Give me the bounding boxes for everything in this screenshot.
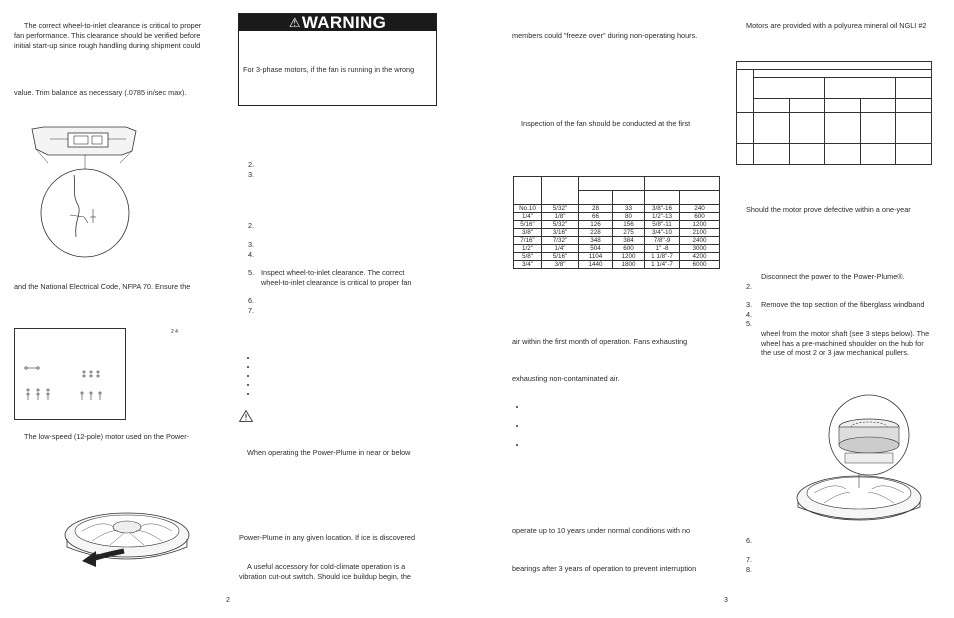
accessory-text: A useful accessory for cold-climate operation is a (247, 562, 406, 571)
table-cell: 1200 (613, 253, 645, 261)
warning-heading: WARNING (301, 13, 387, 32)
table-cell: 384 (613, 237, 645, 245)
wheel-removal-line-3: the use of most 2 or 3 jaw mechanical pullers. (761, 348, 910, 357)
table-cell: 348 (579, 237, 613, 245)
table-cell: 1/2"-13 (645, 213, 680, 221)
warranty-text: Should the motor prove defective within a one-year (746, 205, 911, 214)
caution-triangle-icon (239, 410, 253, 422)
step-8-right: 8. (746, 565, 753, 574)
table-cell: 5/16" (542, 253, 579, 261)
table-cell: 3/8" (542, 261, 579, 269)
table-cell: 1 1/4"-7 (645, 261, 680, 269)
bullet-icon (516, 425, 518, 427)
table-row (514, 237, 720, 245)
step-5-number: 5. (248, 268, 255, 277)
bearings-text: bearings after 3 years of operation to prevent interruption (512, 564, 697, 573)
trim-balance-text: value. Trim balance as necessary (.0785 in/sec max). (14, 88, 187, 97)
table-cell: 1" -8 (645, 245, 680, 253)
table-cell: 7/32" (542, 237, 579, 245)
table-cell: 66 (579, 213, 613, 221)
table-cell: 156 (613, 221, 645, 229)
bullet-icon (247, 393, 249, 395)
table-cell: 3/8" (514, 229, 542, 237)
wheel-removal-illustration (796, 393, 922, 527)
bolt-table-header (513, 176, 720, 205)
table-cell: 2100 (680, 229, 720, 237)
bullet-icon (516, 406, 518, 408)
clearance-line-1: The correct wheel-to-inlet clearance is critical to proper (24, 21, 202, 30)
table-cell: 33 (613, 205, 645, 213)
table-cell: 5/16" (514, 221, 542, 229)
warning-header (239, 14, 436, 31)
table-cell: 1440 (579, 261, 613, 269)
warning-triangle-icon: ⚠ (288, 15, 301, 30)
table-cell: 1800 (613, 261, 645, 269)
table-cell: 5/8"-11 (645, 221, 680, 229)
table-cell: 600 (613, 245, 645, 253)
remove-windband-step: Remove the top section of the fiberglass windband (761, 300, 925, 309)
warning-text: For 3-phase motors, if the fan is running in the wrong (243, 65, 415, 74)
table-cell: 1/4" (542, 245, 579, 253)
table-row (514, 205, 720, 213)
table-cell: 3/4"-10 (645, 229, 680, 237)
table-cell: 1/8" (542, 213, 579, 221)
table-row (514, 245, 720, 253)
motor-data-table (736, 61, 932, 165)
table-row (514, 229, 720, 237)
wiring-diagram (22, 362, 112, 402)
step-6: 6. (248, 296, 255, 305)
first-month-text: air within the first month of operation. Fans exhausting (512, 337, 688, 346)
grease-text: Motors are provided with a polyurea mineral oil NGLI #2 (746, 21, 927, 30)
page-number-left: 2 (226, 597, 230, 604)
table-cell: 1 1/8"-7 (645, 253, 680, 261)
bullet-icon (247, 357, 249, 359)
table-cell: 4200 (680, 253, 720, 261)
page-number-right: 3 (724, 597, 728, 604)
wheel-removal-line-1: wheel from the motor shaft (see 3 steps below). The (761, 329, 930, 338)
step-4-right: 4. (746, 310, 753, 319)
table-cell: 28 (579, 205, 613, 213)
step-4b: 4. (248, 250, 255, 259)
table-cell: 1104 (579, 253, 613, 261)
ten-years-text: operate up to 10 years under normal conditions with no (512, 526, 691, 535)
disconnect-power-step: Disconnect the power to the Power-Plume®. (761, 272, 905, 281)
inspection-text: Inspection of the fan should be conducted at the first (521, 119, 691, 128)
table-cell: 7/16" (514, 237, 542, 245)
table-cell: 1200 (680, 221, 720, 229)
bullet-icon (247, 384, 249, 386)
bullet-icon (516, 444, 518, 446)
clearance-illustration (30, 125, 140, 260)
table-cell: 504 (579, 245, 613, 253)
table-cell: 2400 (680, 237, 720, 245)
table-cell: 3/8"-16 (645, 205, 680, 213)
step-5-right: 5. (746, 319, 753, 328)
table-row (514, 261, 720, 269)
table-cell: 6000 (680, 261, 720, 269)
table-cell: 1/4" (514, 213, 542, 221)
table-cell: 3000 (680, 245, 720, 253)
table-cell: 3/16" (542, 229, 579, 237)
step-3-right: 3. (746, 300, 753, 309)
cold-weather-text: When operating the Power-Plume in near or below (247, 448, 411, 457)
step-6-right: 6. (746, 536, 753, 545)
step-5-line-2: wheel-to-inlet clearance is critical to proper fan (261, 278, 412, 287)
bullet-icon (247, 366, 249, 368)
fan-rotation-illustration (62, 505, 192, 571)
nec-text: and the National Electrical Code, NFPA 70. Ensure the (14, 282, 191, 291)
table-cell: 80 (613, 213, 645, 221)
step-2-right: 2. (746, 282, 753, 291)
table-row (514, 253, 720, 261)
step-2a: 2. (248, 160, 255, 169)
step-7: 7. (248, 306, 255, 315)
table-cell: 600 (680, 213, 720, 221)
table-row (514, 221, 720, 229)
cutout-switch-text: vibration cut-out switch. Should ice buildup begin, the (239, 572, 411, 581)
step-3b: 3. (248, 240, 255, 249)
table-cell: 7/8"-9 (645, 237, 680, 245)
table-row (514, 213, 720, 221)
table-cell: 5/32" (542, 221, 579, 229)
step-5-line-1: Inspect wheel-to-inlet clearance. The correct (261, 268, 405, 277)
warning-box (238, 13, 437, 106)
low-speed-motor-text: The low-speed (12-pole) motor used on the Power- (24, 432, 190, 441)
non-contaminated-text: exhausting non-contaminated air. (512, 374, 620, 383)
ice-location-text: Power-Plume in any given location. If ice is discovered (239, 533, 416, 542)
table-cell: 240 (680, 205, 720, 213)
step-7-right: 7. (746, 555, 753, 564)
table-cell: 126 (579, 221, 613, 229)
table-cell: 1/2" (514, 245, 542, 253)
step-2b: 2. (248, 221, 255, 230)
clearance-line-3: initial start-up since rough handling during shipment could (14, 41, 201, 50)
step-3a: 3. (248, 170, 255, 179)
freeze-over-text: members could "freeze over" during non-operating hours. (512, 31, 698, 40)
bullet-icon (247, 375, 249, 377)
table-cell: 5/32" (542, 205, 579, 213)
wheel-removal-line-2: wheel has a pre-machined shoulder on the hub for (761, 339, 924, 348)
wiring-diagram-marks: 2 4 (171, 329, 178, 335)
table-cell: No.10 (514, 205, 542, 213)
table-cell: 275 (613, 229, 645, 237)
table-cell: 3/4" (514, 261, 542, 269)
table-cell: 228 (579, 229, 613, 237)
table-cell: 5/8" (514, 253, 542, 261)
clearance-line-2: fan performance. This clearance should be verified before (14, 31, 201, 40)
bolt-torque-table (513, 204, 720, 269)
